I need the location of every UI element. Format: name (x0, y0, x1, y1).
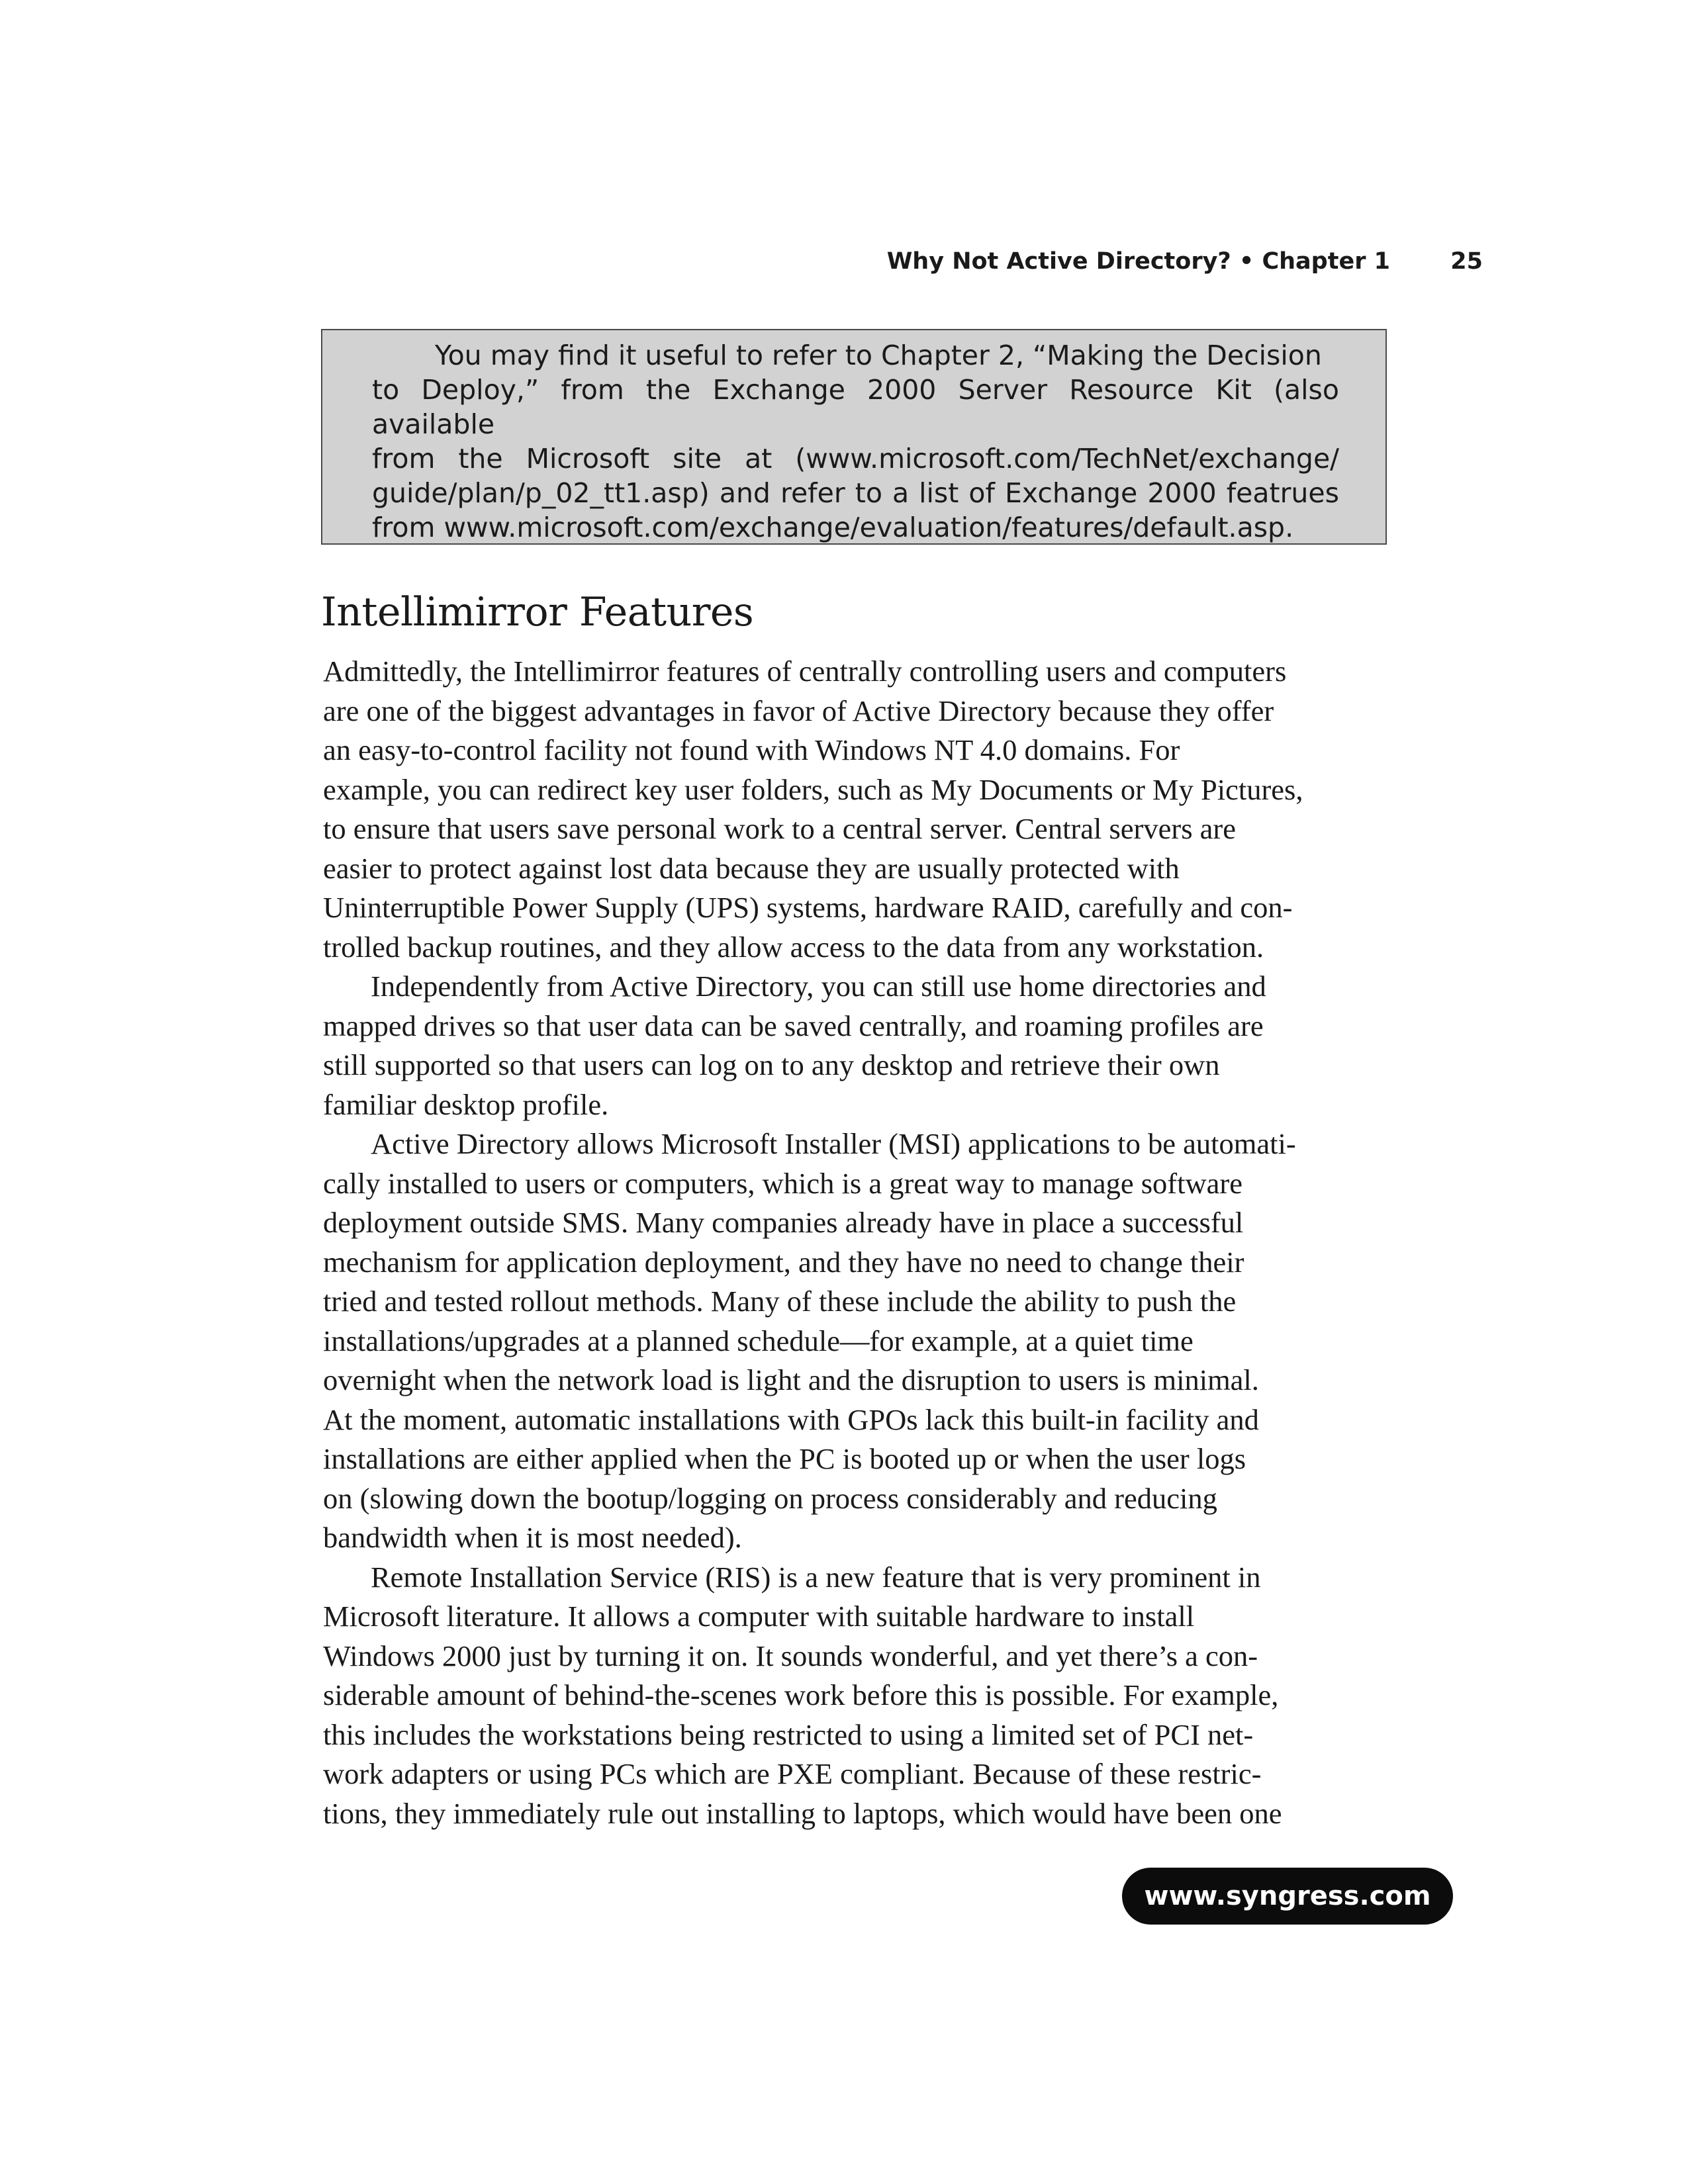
body-line: installations/upgrades at a planned schedule—for example, at a quiet time (323, 1324, 1194, 1357)
body-line: tions, they immediately rule out installing to laptops, which would have been one (323, 1796, 1282, 1830)
body-line: mechanism for application deployment, and they have no need to change their (323, 1245, 1244, 1279)
note-line: to Deploy,” from the Exchange 2000 Server Resource Kit (also available (372, 374, 1339, 440)
note-line: from www.microsoft.com/exchange/evaluation/features/default.asp. (372, 512, 1294, 543)
body-line: cally installed to users or computers, which is a great way to manage software (323, 1166, 1243, 1200)
note-line: guide/plan/p_02_tt1.asp) and refer to a list of Exchange 2000 featrues (372, 477, 1339, 509)
body-line: Admittedly, the Intellimirror features of centrally controlling users and computers (323, 655, 1287, 688)
running-head (662, 248, 1503, 288)
body-line: Active Directory allows Microsoft Installer (MSI) applications to be automati- (371, 1127, 1296, 1160)
body-line: this includes the workstations being restricted to using a limited set of PCI net- (323, 1717, 1254, 1751)
body-line: easier to protect against lost data because they are usually protected with (323, 851, 1180, 885)
note-sidebar (321, 329, 1387, 545)
body-line: still supported so that users can log on to any desktop and retrieve their own (323, 1048, 1220, 1081)
body-line: familiar desktop profile. (323, 1087, 609, 1121)
note-line: You may find it useful to refer to Chapter 2, “Making the Decision (435, 340, 1322, 371)
body-line: mapped drives so that user data can be saved centrally, and roaming profiles are (323, 1009, 1264, 1042)
body-line: are one of the biggest advantages in favor of Active Directory because they offer (323, 694, 1274, 727)
body-line: trolled backup routines, and they allow access to the data from any workstation. (323, 930, 1264, 964)
publisher-url-badge: www.syngress.com (1122, 1868, 1453, 1925)
note-line: from the Microsoft site at (www.microsoft.com/TechNet/exchange/ (372, 443, 1339, 475)
body-line: Uninterruptible Power Supply (UPS) systems, hardware RAID, carefully and con- (323, 891, 1293, 924)
section-heading: Intellimirror Features (321, 589, 754, 635)
page-number: 25 (1450, 248, 1483, 275)
body-line: tried and tested rollout methods. Many of these include the ability to push the (323, 1285, 1237, 1318)
running-head-title: Why Not Active Directory? • Chapter 1 (886, 248, 1390, 275)
body-line: to ensure that users save personal work to a central server. Central servers are (323, 812, 1236, 845)
body-line: Windows 2000 just by turning it on. It sounds wonderful, and yet there’s a con- (323, 1639, 1258, 1672)
body-line: Independently from Active Directory, you can still use home directories and (371, 970, 1266, 1003)
body-line: an easy-to-control facility not found with Windows NT 4.0 domains. For (323, 733, 1180, 766)
body-line: installations are either applied when the PC is booted up or when the user logs (323, 1442, 1246, 1475)
body-line: example, you can redirect key user folders, such as My Documents or My Pictures, (323, 772, 1303, 806)
body-line: deployment outside SMS. Many companies already have in place a successful (323, 1206, 1244, 1239)
body-line: bandwidth when it is most needed). (323, 1521, 742, 1554)
body-text (323, 652, 1389, 1833)
body-line: Remote Installation Service (RIS) is a new feature that is very prominent in (371, 1560, 1261, 1594)
body-line: siderable amount of behind-the-scenes work before this is possible. For example, (323, 1678, 1279, 1711)
body-line: Microsoft literature. It allows a computer with suitable hardware to install (323, 1600, 1195, 1633)
body-line: overnight when the network load is light and the disruption to users is minimal. (323, 1363, 1259, 1396)
body-line: work adapters or using PCs which are PXE compliant. Because of these restric- (323, 1757, 1262, 1790)
body-line: At the moment, automatic installations with GPOs lack this built-in facility and (323, 1402, 1259, 1436)
body-line: on (slowing down the bootup/logging on process considerably and reducing (323, 1481, 1217, 1515)
